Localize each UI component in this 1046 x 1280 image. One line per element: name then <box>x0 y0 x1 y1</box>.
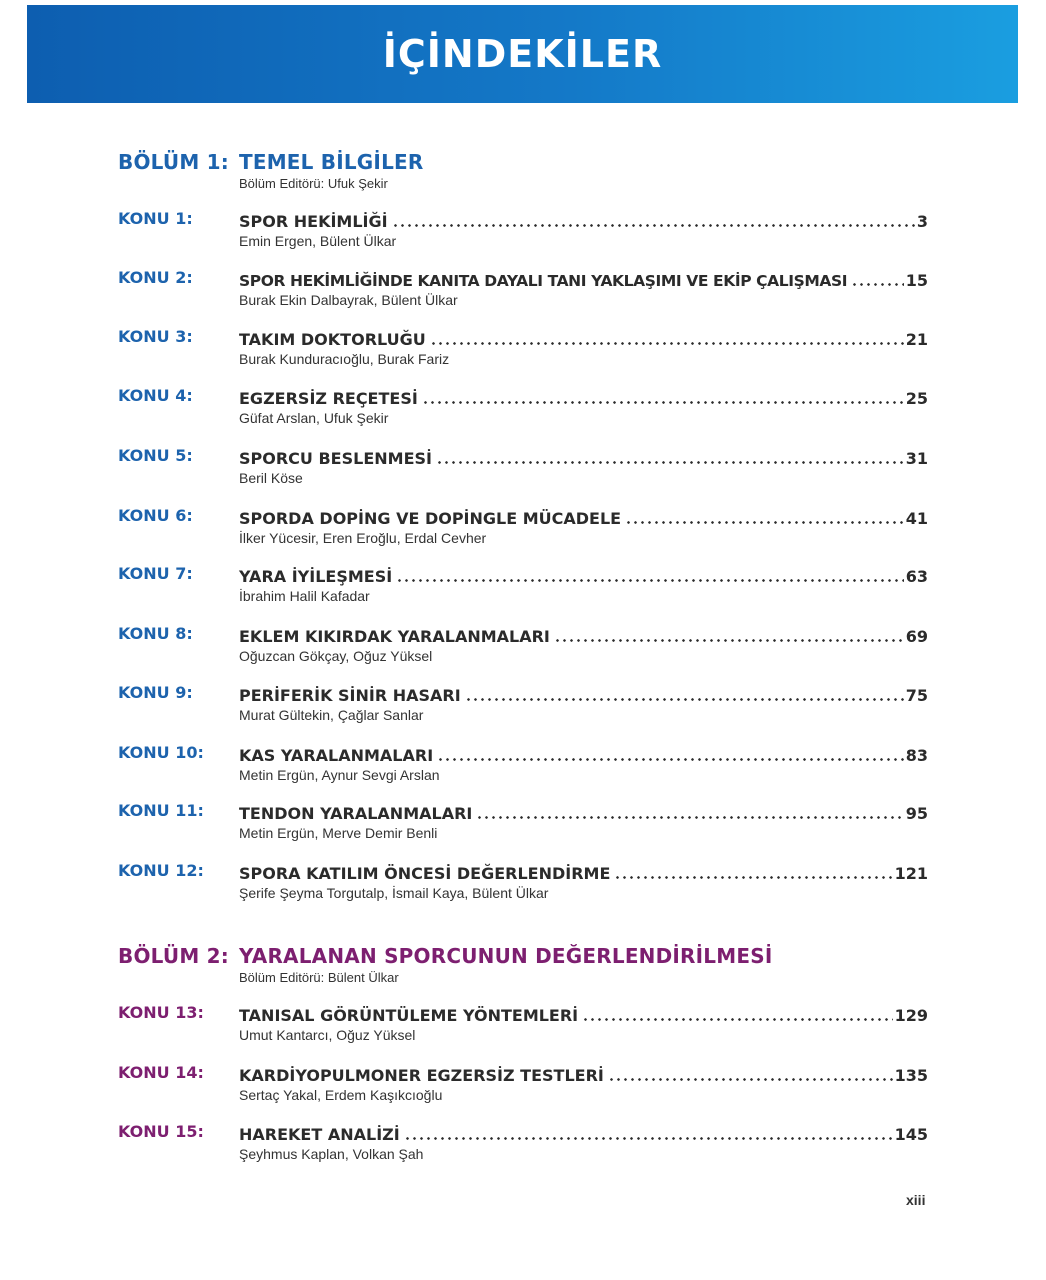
dot-leader <box>625 521 904 524</box>
chapter-authors: İbrahim Halil Kafadar <box>239 588 370 604</box>
chapter-number: KONU 11: <box>118 801 204 820</box>
toc-line <box>239 386 928 408</box>
chapter-authors: Şeyhmus Kaplan, Volkan Şah <box>239 1146 424 1162</box>
chapter-authors: Güfat Arslan, Ufuk Şekir <box>239 410 389 426</box>
page-number: 69 <box>905 627 928 646</box>
section-editor: Bölüm Editörü: Ufuk Şekir <box>239 176 388 191</box>
chapter-authors: Burak Ekin Dalbayrak, Bülent Ülkar <box>239 292 458 308</box>
toc-line <box>239 564 928 586</box>
chapter-number: KONU 7: <box>118 564 193 583</box>
toc-entry-9[interactable] <box>118 683 928 731</box>
toc-entry-1[interactable] <box>118 209 928 257</box>
chapter-number: KONU 15: <box>118 1122 204 1141</box>
section-label: BÖLÜM 1: <box>118 150 229 174</box>
toc-entry-7[interactable] <box>118 564 928 612</box>
chapter-title[interactable]: PERİFERİK SİNİR HASARI <box>239 686 461 705</box>
chapter-authors: Oğuzcan Gökçay, Oğuz Yüksel <box>239 648 433 664</box>
page-number: 83 <box>905 746 928 765</box>
chapter-number: KONU 6: <box>118 506 193 525</box>
toc-entry-5[interactable] <box>118 446 928 494</box>
toc-entry-8[interactable] <box>118 624 928 672</box>
toc-entry-4[interactable] <box>118 386 928 434</box>
chapter-authors: Umut Kantarcı, Oğuz Yüksel <box>239 1027 416 1043</box>
chapter-authors: Murat Gültekin, Çağlar Sanlar <box>239 707 424 723</box>
chapter-title[interactable]: EGZERSİZ REÇETESİ <box>239 389 418 408</box>
toc-line <box>239 327 928 349</box>
chapter-number: KONU 14: <box>118 1063 204 1082</box>
chapter-authors: Emin Ergen, Bülent Ülkar <box>239 233 397 249</box>
page-number: 135 <box>894 1066 928 1085</box>
chapter-title[interactable]: TENDON YARALANMALARI <box>239 804 473 823</box>
page-number: 121 <box>894 864 928 883</box>
page-number: 21 <box>905 330 928 349</box>
toc-entry-11[interactable] <box>118 801 928 849</box>
toc-line <box>239 1003 928 1025</box>
page-number: 31 <box>905 449 928 468</box>
page-number: 145 <box>894 1125 928 1144</box>
chapter-title[interactable]: KAS YARALANMALARI <box>239 746 434 765</box>
chapter-number: KONU 2: <box>118 268 193 287</box>
toc-entry-12[interactable] <box>118 861 928 909</box>
chapter-number: KONU 10: <box>118 743 204 762</box>
toc-line <box>239 446 928 468</box>
chapter-title[interactable]: KARDİYOPULMONER EGZERSİZ TESTLERİ <box>239 1066 604 1085</box>
page-number: 41 <box>905 509 928 528</box>
toc-entry-2[interactable] <box>118 268 928 316</box>
page-number: 95 <box>905 804 928 823</box>
chapter-title[interactable]: SPOR HEKİMLİĞİNDE KANITA DAYALI TANI YAKLAŞIMI VE EKİP ÇALIŞMASI <box>239 272 848 290</box>
toc-line <box>239 209 928 231</box>
chapter-number: KONU 12: <box>118 861 204 880</box>
toc-entry-10[interactable] <box>118 743 928 791</box>
chapter-title[interactable]: SPORA KATILIM ÖNCESİ DEĞERLENDİRME <box>239 864 611 883</box>
dot-leader <box>430 342 904 345</box>
toc-line <box>239 506 928 528</box>
page-number: 75 <box>905 686 928 705</box>
chapter-number: KONU 5: <box>118 446 193 465</box>
section-2-heading <box>118 944 938 994</box>
dot-leader <box>436 461 904 464</box>
chapter-authors: Sertaç Yakal, Erdem Kaşıkcıoğlu <box>239 1087 443 1103</box>
dot-leader <box>437 758 904 761</box>
chapter-number: KONU 9: <box>118 683 193 702</box>
chapter-authors: Şerife Şeyma Torgutalp, İsmail Kaya, Bülent Ülkar <box>239 885 549 901</box>
section-title: YARALANAN SPORCUNUN DEĞERLENDİRİLMESİ <box>239 944 773 968</box>
toc-line <box>239 1122 928 1144</box>
toc-entry-3[interactable] <box>118 327 928 375</box>
chapter-number: KONU 13: <box>118 1003 204 1022</box>
page-number: 15 <box>905 271 928 290</box>
toc-entry-6[interactable] <box>118 506 928 554</box>
toc-line <box>239 861 928 883</box>
chapter-title[interactable]: HAREKET ANALİZİ <box>239 1125 400 1144</box>
chapter-authors: Metin Ergün, Aynur Sevgi Arslan <box>239 767 440 783</box>
header-banner <box>27 5 1018 103</box>
page-number: 3 <box>916 212 928 231</box>
toc-line <box>239 1063 928 1085</box>
chapter-number: KONU 1: <box>118 209 193 228</box>
dot-leader <box>396 579 904 582</box>
chapter-title[interactable]: SPOR HEKİMLİĞİ <box>239 212 388 231</box>
chapter-title[interactable]: TAKIM DOKTORLUĞU <box>239 330 426 349</box>
section-title: TEMEL BİLGİLER <box>239 150 424 174</box>
toc-line <box>239 624 928 646</box>
dot-leader <box>608 1078 893 1081</box>
chapter-authors: İlker Yücesir, Eren Eroğlu, Erdal Cevher <box>239 530 487 546</box>
chapter-authors: Beril Köse <box>239 470 303 486</box>
chapter-authors: Metin Ergün, Merve Demir Benli <box>239 825 438 841</box>
toc-entry-15[interactable] <box>118 1122 928 1170</box>
dot-leader <box>422 401 904 404</box>
dot-leader <box>554 639 904 642</box>
toc-entry-14[interactable] <box>118 1063 928 1111</box>
chapter-title[interactable]: EKLEM KIKIRDAK YARALANMALARI <box>239 627 550 646</box>
toc-line <box>239 801 928 823</box>
chapter-title[interactable]: TANISAL GÖRÜNTÜLEME YÖNTEMLERİ <box>239 1006 579 1025</box>
dot-leader <box>582 1018 892 1021</box>
chapter-title[interactable]: SPORDA DOPİNG VE DOPİNGLE MÜCADELE <box>239 509 622 528</box>
chapter-number: KONU 3: <box>118 327 193 346</box>
dot-leader <box>476 816 903 819</box>
toc-line <box>239 683 928 705</box>
dot-leader <box>404 1137 893 1140</box>
chapter-number: KONU 4: <box>118 386 193 405</box>
dot-leader <box>851 283 904 286</box>
chapter-title[interactable]: YARA İYİLEŞMESİ <box>239 567 393 586</box>
page-title: İÇİNDEKİLER <box>382 32 663 76</box>
chapter-title[interactable]: SPORCU BESLENMESİ <box>239 449 432 468</box>
folio-page-number: xiii <box>906 1192 926 1208</box>
dot-leader <box>392 224 915 227</box>
toc-line <box>239 268 928 290</box>
toc-entry-13[interactable] <box>118 1003 928 1051</box>
page-number: 63 <box>905 567 928 586</box>
chapter-number: KONU 8: <box>118 624 193 643</box>
dot-leader <box>614 876 892 879</box>
section-1-heading <box>118 150 938 200</box>
page-number: 129 <box>894 1006 928 1025</box>
dot-leader <box>465 698 904 701</box>
chapter-authors: Burak Kunduracıoğlu, Burak Fariz <box>239 351 450 367</box>
page-number: 25 <box>905 389 928 408</box>
section-label: BÖLÜM 2: <box>118 944 229 968</box>
section-editor: Bölüm Editörü: Bülent Ülkar <box>239 970 399 985</box>
toc-line <box>239 743 928 765</box>
